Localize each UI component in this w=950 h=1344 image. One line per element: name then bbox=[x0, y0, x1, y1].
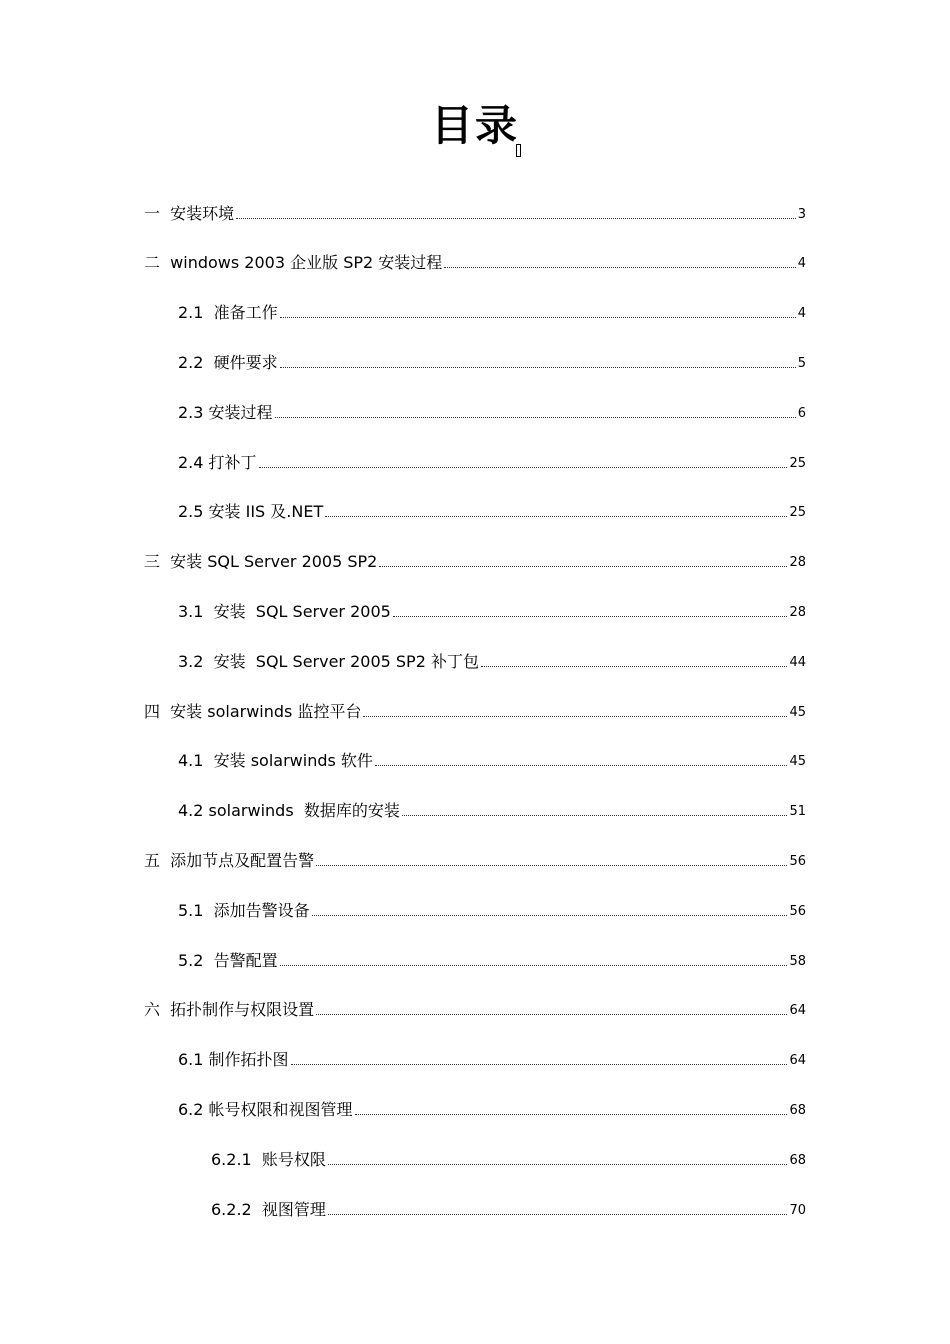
toc-entry[interactable] bbox=[178, 287, 806, 337]
toc-dot-leader bbox=[316, 865, 787, 866]
toc-dot-leader bbox=[236, 218, 796, 219]
toc-entry-page-number: 25 bbox=[789, 505, 806, 521]
toc-entry[interactable] bbox=[144, 187, 806, 237]
toc-entry-page-number: 4 bbox=[797, 306, 806, 322]
toc-dot-leader bbox=[375, 765, 788, 766]
toc-entry-label: 2.3 安装过程 bbox=[178, 402, 273, 422]
toc-entry-page-number: 68 bbox=[789, 1152, 806, 1168]
toc-entry-label: 2.2 硬件要求 bbox=[178, 352, 278, 372]
toc-entry-page-number: 56 bbox=[789, 903, 806, 919]
toc-dot-leader bbox=[355, 1114, 788, 1115]
toc-entry-label: 5.1 添加告警设备 bbox=[178, 900, 310, 920]
toc-entry-page-number: 5 bbox=[797, 355, 806, 371]
toc-entry-page-number: 45 bbox=[789, 754, 806, 770]
toc-entry-label: 4.1 安装 solarwinds 软件 bbox=[178, 751, 373, 771]
toc-dot-leader bbox=[291, 1064, 788, 1065]
toc-entry[interactable] bbox=[178, 436, 806, 486]
toc-dot-leader bbox=[363, 716, 787, 717]
toc-dot-leader bbox=[316, 1014, 787, 1015]
toc-entry[interactable] bbox=[178, 1083, 806, 1133]
toc-entry-page-number: 25 bbox=[789, 455, 806, 471]
toc-entry-page-number: 70 bbox=[789, 1202, 806, 1218]
toc-entry[interactable] bbox=[144, 984, 806, 1034]
toc-entry-label: 二 windows 2003 企业版 SP2 安装过程 bbox=[144, 253, 443, 273]
toc-entry[interactable] bbox=[178, 934, 806, 984]
toc-entry-page-number: 3 bbox=[797, 206, 806, 222]
toc-entry[interactable] bbox=[178, 585, 806, 635]
toc-entry[interactable] bbox=[211, 1183, 806, 1233]
toc-dot-leader bbox=[402, 815, 788, 816]
toc-entry-label: 6.2.2 视图管理 bbox=[211, 1199, 326, 1219]
toc-entry-label: 三 安装 SQL Server 2005 SP2 bbox=[144, 552, 378, 572]
toc-entry-label: 4.2 solarwinds 数据库的安装 bbox=[178, 801, 400, 821]
toc-entry[interactable] bbox=[144, 834, 806, 884]
toc-entry[interactable] bbox=[178, 486, 806, 536]
toc-entry[interactable] bbox=[178, 785, 806, 835]
toc-entry-page-number: 45 bbox=[789, 704, 806, 720]
toc-entry[interactable] bbox=[178, 386, 806, 436]
toc-entry-label: 6.2 帐号权限和视图管理 bbox=[178, 1099, 353, 1119]
toc-entry-label: 2.5 安装 IIS 及.NET bbox=[178, 502, 324, 522]
toc-entry-label: 5.2 告警配置 bbox=[178, 950, 278, 970]
toc-entry[interactable] bbox=[178, 884, 806, 934]
toc-dot-leader bbox=[280, 367, 796, 368]
toc-entry[interactable] bbox=[144, 685, 806, 735]
toc-entry[interactable] bbox=[178, 1034, 806, 1084]
page-title: 目录 bbox=[430, 101, 519, 150]
toc-entry[interactable] bbox=[178, 336, 806, 386]
toc-entry-page-number: 68 bbox=[789, 1102, 806, 1118]
toc-dot-leader bbox=[393, 616, 788, 617]
toc-entry-page-number: 4 bbox=[797, 256, 806, 272]
toc-entry-label: 3.1 安装 SQL Server 2005 bbox=[178, 601, 391, 621]
toc-entry-label: 6.2.1 账号权限 bbox=[211, 1149, 326, 1169]
toc-entry-label: 五 添加节点及配置告警 bbox=[144, 850, 315, 870]
toc-dot-leader bbox=[328, 1164, 788, 1165]
toc-dot-leader bbox=[328, 1214, 788, 1215]
toc-dot-leader bbox=[280, 965, 788, 966]
toc-dot-leader bbox=[325, 516, 787, 517]
toc-entry-label: 3.2 安装 SQL Server 2005 SP2 补丁包 bbox=[178, 651, 479, 671]
toc-entry[interactable] bbox=[144, 237, 806, 287]
toc-entry-page-number: 64 bbox=[789, 1053, 806, 1069]
toc-dot-leader bbox=[379, 566, 787, 567]
toc-entry-page-number: 58 bbox=[789, 953, 806, 969]
toc-entry-page-number: 28 bbox=[789, 555, 806, 571]
toc-dot-leader bbox=[280, 317, 796, 318]
toc-dot-leader bbox=[444, 267, 795, 268]
toc-dot-leader bbox=[259, 467, 788, 468]
toc-entry-page-number: 44 bbox=[789, 654, 806, 670]
toc-entry[interactable] bbox=[178, 735, 806, 785]
toc-entry[interactable] bbox=[211, 1133, 806, 1183]
toc-entry-label: 四 安装 solarwinds 监控平台 bbox=[144, 701, 362, 721]
toc-entry-page-number: 6 bbox=[797, 405, 806, 421]
toc-entry-page-number: 51 bbox=[789, 804, 806, 820]
toc-entry[interactable] bbox=[178, 635, 806, 685]
toc-dot-leader bbox=[275, 417, 796, 418]
toc-entry-label: 六 拓扑制作与权限设置 bbox=[144, 1000, 315, 1020]
toc-entry-label: 2.1 准备工作 bbox=[178, 303, 278, 323]
toc-entry-label: 一 安装环境 bbox=[144, 203, 235, 223]
toc-dot-leader bbox=[481, 666, 787, 667]
toc-entry-label: 6.1 制作拓扑图 bbox=[178, 1050, 289, 1070]
toc-entry[interactable] bbox=[144, 536, 806, 586]
anchor-mark-icon bbox=[516, 144, 521, 157]
toc-entry-page-number: 64 bbox=[789, 1003, 806, 1019]
toc-dot-leader bbox=[312, 915, 788, 916]
toc-entry-page-number: 56 bbox=[789, 853, 806, 869]
toc-entry-label: 2.4 打补丁 bbox=[178, 452, 257, 472]
toc-entry-page-number: 28 bbox=[789, 604, 806, 620]
